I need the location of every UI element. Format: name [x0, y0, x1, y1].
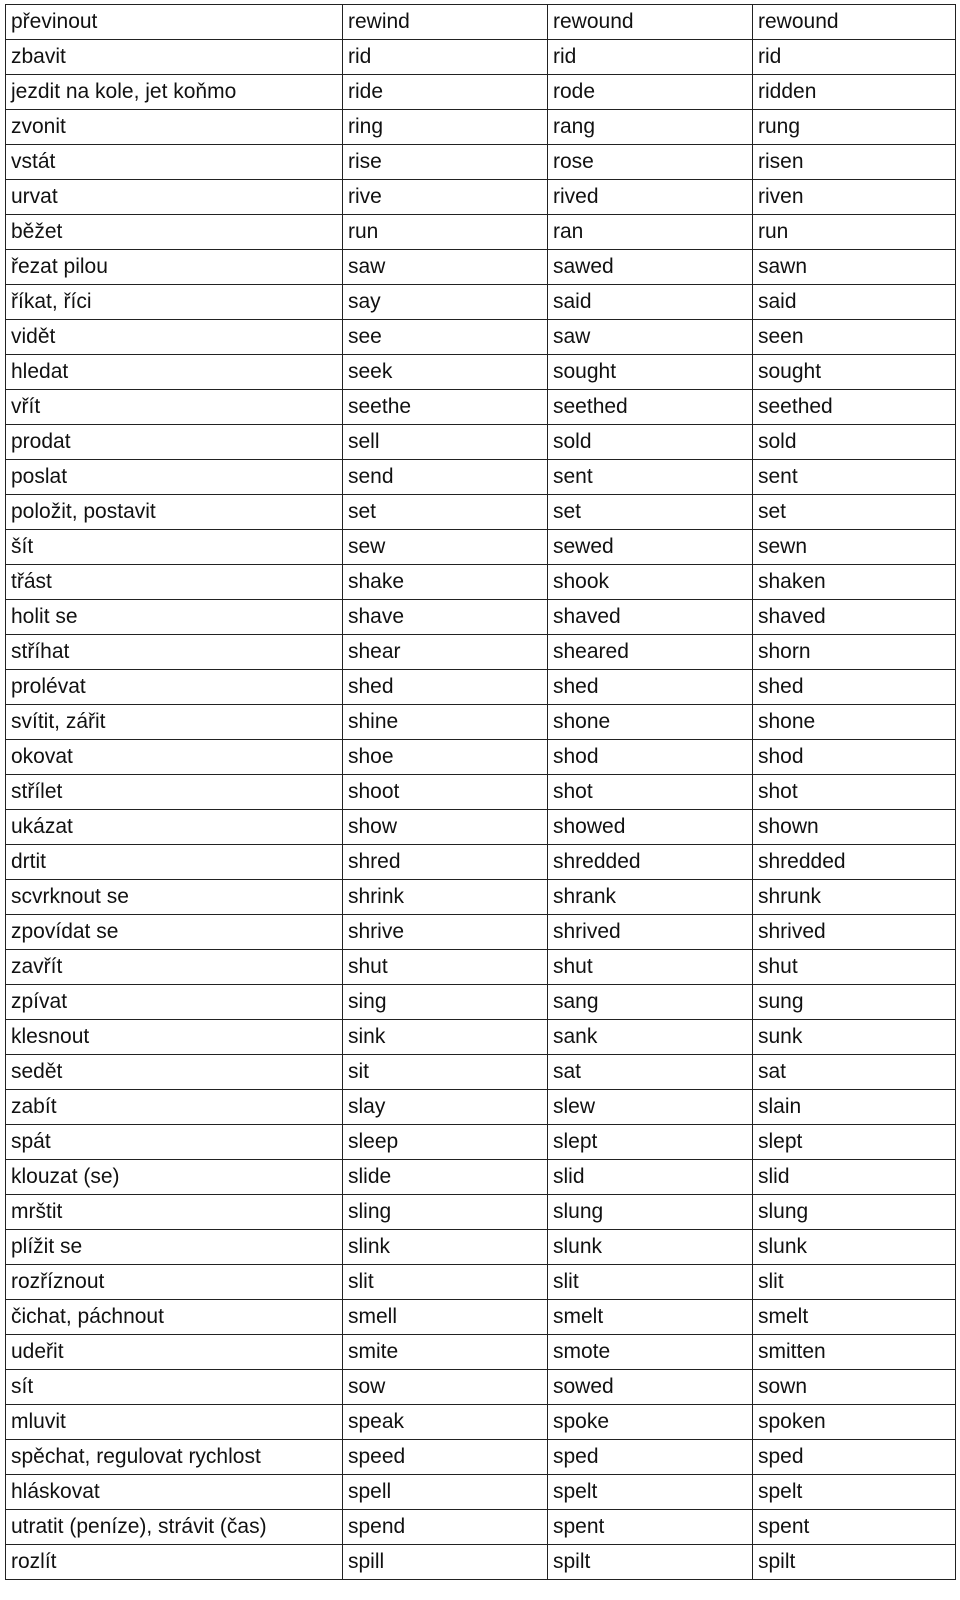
infinitive-cell: sit: [343, 1055, 548, 1090]
past-simple-cell: sewed: [548, 530, 753, 565]
infinitive-cell: speed: [343, 1440, 548, 1475]
czech-meaning-cell: šít: [6, 530, 343, 565]
past-participle-cell: shorn: [753, 635, 956, 670]
czech-meaning-cell: plížit se: [6, 1230, 343, 1265]
table-row: [6, 530, 956, 565]
past-simple-cell: sent: [548, 460, 753, 495]
past-participle-cell: rid: [753, 40, 956, 75]
infinitive-cell: send: [343, 460, 548, 495]
infinitive-cell: seethe: [343, 390, 548, 425]
infinitive-cell: shave: [343, 600, 548, 635]
infinitive-cell: spill: [343, 1545, 548, 1580]
past-participle-cell: set: [753, 495, 956, 530]
infinitive-cell: rid: [343, 40, 548, 75]
past-participle-cell: sold: [753, 425, 956, 460]
table-row: [6, 810, 956, 845]
past-participle-cell: slunk: [753, 1230, 956, 1265]
past-participle-cell: run: [753, 215, 956, 250]
past-simple-cell: sped: [548, 1440, 753, 1475]
past-simple-cell: spilt: [548, 1545, 753, 1580]
past-participle-cell: spelt: [753, 1475, 956, 1510]
past-participle-cell: sought: [753, 355, 956, 390]
czech-meaning-cell: stříhat: [6, 635, 343, 670]
table-row: [6, 180, 956, 215]
past-participle-cell: sawn: [753, 250, 956, 285]
infinitive-cell: slit: [343, 1265, 548, 1300]
czech-meaning-cell: říkat, říci: [6, 285, 343, 320]
czech-meaning-cell: holit se: [6, 600, 343, 635]
past-simple-cell: sank: [548, 1020, 753, 1055]
infinitive-cell: seek: [343, 355, 548, 390]
past-simple-cell: spoke: [548, 1405, 753, 1440]
infinitive-cell: shut: [343, 950, 548, 985]
past-participle-cell: sped: [753, 1440, 956, 1475]
czech-meaning-cell: jezdit na kole, jet koňmo: [6, 75, 343, 110]
past-participle-cell: slain: [753, 1090, 956, 1125]
past-simple-cell: slew: [548, 1090, 753, 1125]
czech-meaning-cell: utratit (peníze), strávit (čas): [6, 1510, 343, 1545]
past-simple-cell: slung: [548, 1195, 753, 1230]
past-simple-cell: smelt: [548, 1300, 753, 1335]
table-row: [6, 705, 956, 740]
table-row: [6, 75, 956, 110]
czech-meaning-cell: spát: [6, 1125, 343, 1160]
czech-meaning-cell: zvonit: [6, 110, 343, 145]
past-participle-cell: shown: [753, 810, 956, 845]
past-participle-cell: smitten: [753, 1335, 956, 1370]
irregular-verbs-table: [5, 4, 956, 1580]
table-row: [6, 915, 956, 950]
past-participle-cell: shredded: [753, 845, 956, 880]
past-simple-cell: shut: [548, 950, 753, 985]
table-row: [6, 215, 956, 250]
table-row: [6, 145, 956, 180]
past-simple-cell: spent: [548, 1510, 753, 1545]
past-participle-cell: sewn: [753, 530, 956, 565]
past-simple-cell: shredded: [548, 845, 753, 880]
past-participle-cell: shut: [753, 950, 956, 985]
table-row: [6, 1055, 956, 1090]
czech-meaning-cell: hláskovat: [6, 1475, 343, 1510]
table-row: [6, 740, 956, 775]
czech-meaning-cell: zpovídat se: [6, 915, 343, 950]
past-simple-cell: rose: [548, 145, 753, 180]
past-participle-cell: rung: [753, 110, 956, 145]
infinitive-cell: sink: [343, 1020, 548, 1055]
past-simple-cell: shed: [548, 670, 753, 705]
infinitive-cell: shrink: [343, 880, 548, 915]
verb-table-body: [6, 5, 956, 1580]
infinitive-cell: smite: [343, 1335, 548, 1370]
past-simple-cell: rived: [548, 180, 753, 215]
czech-meaning-cell: řezat pilou: [6, 250, 343, 285]
infinitive-cell: sell: [343, 425, 548, 460]
infinitive-cell: rewind: [343, 5, 548, 40]
table-row: [6, 985, 956, 1020]
table-row: [6, 425, 956, 460]
infinitive-cell: ring: [343, 110, 548, 145]
table-row: [6, 880, 956, 915]
table-row: [6, 1545, 956, 1580]
infinitive-cell: shoot: [343, 775, 548, 810]
past-simple-cell: shrived: [548, 915, 753, 950]
infinitive-cell: rive: [343, 180, 548, 215]
past-participle-cell: slung: [753, 1195, 956, 1230]
infinitive-cell: spend: [343, 1510, 548, 1545]
table-row: [6, 1335, 956, 1370]
infinitive-cell: shed: [343, 670, 548, 705]
past-participle-cell: shrived: [753, 915, 956, 950]
infinitive-cell: saw: [343, 250, 548, 285]
infinitive-cell: shred: [343, 845, 548, 880]
table-row: [6, 1405, 956, 1440]
past-simple-cell: slept: [548, 1125, 753, 1160]
past-simple-cell: saw: [548, 320, 753, 355]
infinitive-cell: speak: [343, 1405, 548, 1440]
table-row: [6, 1475, 956, 1510]
table-row: [6, 460, 956, 495]
czech-meaning-cell: drtit: [6, 845, 343, 880]
czech-meaning-cell: zbavit: [6, 40, 343, 75]
table-row: [6, 5, 956, 40]
past-simple-cell: shone: [548, 705, 753, 740]
past-participle-cell: shaken: [753, 565, 956, 600]
czech-meaning-cell: poslat: [6, 460, 343, 495]
past-participle-cell: seethed: [753, 390, 956, 425]
czech-meaning-cell: udeřit: [6, 1335, 343, 1370]
past-simple-cell: slid: [548, 1160, 753, 1195]
czech-meaning-cell: zpívat: [6, 985, 343, 1020]
past-participle-cell: spilt: [753, 1545, 956, 1580]
past-participle-cell: shed: [753, 670, 956, 705]
infinitive-cell: set: [343, 495, 548, 530]
past-simple-cell: shod: [548, 740, 753, 775]
past-participle-cell: shot: [753, 775, 956, 810]
infinitive-cell: shine: [343, 705, 548, 740]
past-participle-cell: said: [753, 285, 956, 320]
past-participle-cell: shone: [753, 705, 956, 740]
table-row: [6, 1195, 956, 1230]
infinitive-cell: spell: [343, 1475, 548, 1510]
infinitive-cell: smell: [343, 1300, 548, 1335]
czech-meaning-cell: běžet: [6, 215, 343, 250]
past-simple-cell: sowed: [548, 1370, 753, 1405]
past-participle-cell: slit: [753, 1265, 956, 1300]
czech-meaning-cell: zabít: [6, 1090, 343, 1125]
past-participle-cell: slept: [753, 1125, 956, 1160]
table-row: [6, 670, 956, 705]
table-row: [6, 1300, 956, 1335]
past-simple-cell: smote: [548, 1335, 753, 1370]
past-simple-cell: seethed: [548, 390, 753, 425]
table-row: [6, 320, 956, 355]
czech-meaning-cell: scvrknout se: [6, 880, 343, 915]
infinitive-cell: sew: [343, 530, 548, 565]
past-participle-cell: sown: [753, 1370, 956, 1405]
past-participle-cell: spent: [753, 1510, 956, 1545]
past-participle-cell: risen: [753, 145, 956, 180]
table-row: [6, 1160, 956, 1195]
czech-meaning-cell: vřít: [6, 390, 343, 425]
past-simple-cell: sheared: [548, 635, 753, 670]
czech-meaning-cell: urvat: [6, 180, 343, 215]
czech-meaning-cell: mrštit: [6, 1195, 343, 1230]
table-row: [6, 495, 956, 530]
table-row: [6, 1125, 956, 1160]
past-participle-cell: seen: [753, 320, 956, 355]
past-simple-cell: rid: [548, 40, 753, 75]
czech-meaning-cell: zavřít: [6, 950, 343, 985]
infinitive-cell: shrive: [343, 915, 548, 950]
infinitive-cell: rise: [343, 145, 548, 180]
infinitive-cell: sling: [343, 1195, 548, 1230]
past-simple-cell: showed: [548, 810, 753, 845]
infinitive-cell: sleep: [343, 1125, 548, 1160]
past-simple-cell: ran: [548, 215, 753, 250]
infinitive-cell: show: [343, 810, 548, 845]
past-simple-cell: sat: [548, 1055, 753, 1090]
czech-meaning-cell: svítit, zářit: [6, 705, 343, 740]
past-participle-cell: riven: [753, 180, 956, 215]
table-row: [6, 40, 956, 75]
czech-meaning-cell: rozlít: [6, 1545, 343, 1580]
czech-meaning-cell: mluvit: [6, 1405, 343, 1440]
infinitive-cell: shear: [343, 635, 548, 670]
infinitive-cell: run: [343, 215, 548, 250]
table-row: [6, 1230, 956, 1265]
czech-meaning-cell: klesnout: [6, 1020, 343, 1055]
past-simple-cell: slit: [548, 1265, 753, 1300]
czech-meaning-cell: prolévat: [6, 670, 343, 705]
infinitive-cell: see: [343, 320, 548, 355]
past-participle-cell: sunk: [753, 1020, 956, 1055]
infinitive-cell: slay: [343, 1090, 548, 1125]
czech-meaning-cell: rozříznout: [6, 1265, 343, 1300]
czech-meaning-cell: převinout: [6, 5, 343, 40]
past-simple-cell: rode: [548, 75, 753, 110]
czech-meaning-cell: sedět: [6, 1055, 343, 1090]
czech-meaning-cell: sít: [6, 1370, 343, 1405]
table-row: [6, 950, 956, 985]
table-row: [6, 1090, 956, 1125]
past-participle-cell: ridden: [753, 75, 956, 110]
czech-meaning-cell: vidět: [6, 320, 343, 355]
past-simple-cell: set: [548, 495, 753, 530]
past-simple-cell: said: [548, 285, 753, 320]
czech-meaning-cell: čichat, páchnout: [6, 1300, 343, 1335]
past-participle-cell: shod: [753, 740, 956, 775]
past-participle-cell: slid: [753, 1160, 956, 1195]
czech-meaning-cell: třást: [6, 565, 343, 600]
past-simple-cell: spelt: [548, 1475, 753, 1510]
past-simple-cell: sold: [548, 425, 753, 460]
table-row: [6, 390, 956, 425]
past-simple-cell: rang: [548, 110, 753, 145]
czech-meaning-cell: klouzat (se): [6, 1160, 343, 1195]
infinitive-cell: shoe: [343, 740, 548, 775]
past-simple-cell: shaved: [548, 600, 753, 635]
past-participle-cell: shaved: [753, 600, 956, 635]
table-row: [6, 600, 956, 635]
past-simple-cell: shot: [548, 775, 753, 810]
table-row: [6, 1370, 956, 1405]
past-participle-cell: sat: [753, 1055, 956, 1090]
infinitive-cell: shake: [343, 565, 548, 600]
czech-meaning-cell: střílet: [6, 775, 343, 810]
table-row: [6, 285, 956, 320]
czech-meaning-cell: ukázat: [6, 810, 343, 845]
past-simple-cell: sawed: [548, 250, 753, 285]
table-row: [6, 845, 956, 880]
past-simple-cell: sought: [548, 355, 753, 390]
infinitive-cell: sow: [343, 1370, 548, 1405]
table-row: [6, 250, 956, 285]
czech-meaning-cell: prodat: [6, 425, 343, 460]
table-row: [6, 1440, 956, 1475]
past-participle-cell: sung: [753, 985, 956, 1020]
past-simple-cell: shook: [548, 565, 753, 600]
table-row: [6, 775, 956, 810]
table-row: [6, 355, 956, 390]
czech-meaning-cell: okovat: [6, 740, 343, 775]
czech-meaning-cell: spěchat, regulovat rychlost: [6, 1440, 343, 1475]
czech-meaning-cell: položit, postavit: [6, 495, 343, 530]
table-row: [6, 1020, 956, 1055]
past-simple-cell: sang: [548, 985, 753, 1020]
past-participle-cell: rewound: [753, 5, 956, 40]
infinitive-cell: slide: [343, 1160, 548, 1195]
past-simple-cell: shrank: [548, 880, 753, 915]
past-simple-cell: rewound: [548, 5, 753, 40]
infinitive-cell: say: [343, 285, 548, 320]
past-participle-cell: sent: [753, 460, 956, 495]
infinitive-cell: sing: [343, 985, 548, 1020]
table-row: [6, 635, 956, 670]
czech-meaning-cell: vstát: [6, 145, 343, 180]
table-row: [6, 1510, 956, 1545]
table-row: [6, 565, 956, 600]
infinitive-cell: ride: [343, 75, 548, 110]
past-participle-cell: smelt: [753, 1300, 956, 1335]
document-page: [5, 4, 955, 1580]
past-simple-cell: slunk: [548, 1230, 753, 1265]
table-row: [6, 1265, 956, 1300]
past-participle-cell: shrunk: [753, 880, 956, 915]
past-participle-cell: spoken: [753, 1405, 956, 1440]
czech-meaning-cell: hledat: [6, 355, 343, 390]
infinitive-cell: slink: [343, 1230, 548, 1265]
table-row: [6, 110, 956, 145]
